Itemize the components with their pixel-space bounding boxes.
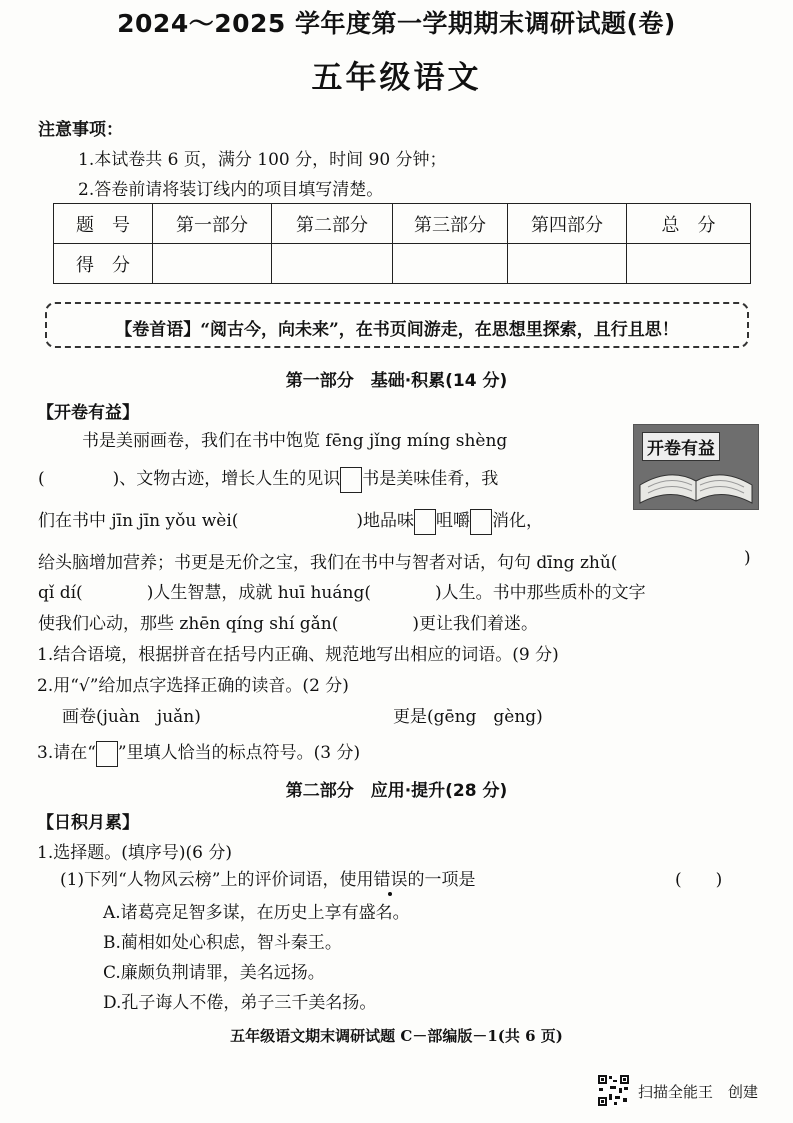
passage-line-2a: ( )、文物古迹，增长人生的见识 [38, 469, 341, 489]
punctuation-box-1[interactable] [340, 467, 362, 493]
part1-title: 第一部分 基础·积累(14 分) [285, 371, 508, 391]
qr-code-icon [597, 1074, 630, 1107]
motto-text: 【卷首语】“阅古今，向未来”，在书页间游走，在思想里探索，且行且思！ [115, 320, 679, 340]
passage-line-1: 书是美丽画卷，我们在书中饱览 fēng jǐng míng shèng [82, 431, 508, 451]
passage-line-5 [38, 578, 646, 603]
passage-line-2b: 书是美味佳肴，我 [362, 469, 499, 489]
option-b[interactable]: B.蔺相如处心积虑，智斗秦王。 [103, 933, 342, 953]
part2-title: 第二部分 应用·提升(28 分) [285, 781, 508, 801]
part2-q1-1-mark: 错误 [373, 870, 408, 890]
option-a[interactable]: A.诸葛亮足智多谋，在历史上享有盛名。 [103, 903, 410, 923]
score-input-total[interactable] [627, 244, 751, 284]
score-cell-label: 题 号 [54, 204, 153, 244]
score-input-part1[interactable] [153, 244, 272, 284]
score-table-header-row [54, 204, 751, 244]
part2-section: 【日积月累】 [37, 813, 139, 833]
passage-line-3a: 们在书中 jīn jīn yǒu wèi( [38, 511, 239, 531]
part2-q1: 1.选择题。(填序号)(6 分) [37, 843, 232, 863]
passage-line-5c: )人生。书中那些质朴的文字 [434, 583, 646, 603]
answer-paren[interactable]: ( ) [675, 870, 723, 890]
part1-q3 [37, 738, 360, 767]
passage-line-5b: )人生智慧，成就 huī huáng( [146, 583, 371, 603]
passage-line-6a: 使我们心动，那些 zhēn qíng shí gǎn( [38, 614, 339, 634]
part1-section: 【开卷有益】 [37, 403, 139, 423]
option-c[interactable]: C.廉颇负荆请罪，美名远扬。 [103, 963, 325, 983]
score-cell-part1: 第一部分 [153, 204, 272, 244]
part1-q2: 2.用“√”给加点字选择正确的读音。(2 分) [37, 676, 349, 696]
notice-item-1: 1.本试卷共 6 页，满分 100 分，时间 90 分钟； [78, 150, 447, 170]
score-row-label: 得 分 [54, 244, 153, 284]
option-d[interactable]: D.孔子诲人不倦，弟子三千美名扬。 [103, 993, 377, 1013]
part1-q3a: 3.请在“ [37, 743, 96, 763]
notice-heading: 注意事项： [38, 120, 123, 140]
passage-line-5a: qǐ dí( [38, 583, 83, 603]
score-cell-part2: 第二部分 [272, 204, 393, 244]
score-cell-part3: 第三部分 [393, 204, 508, 244]
passage-line-4-paren: ) [744, 548, 751, 568]
exam-title: 2024～2025 学年度第一学期期末调研试题(卷) [117, 9, 676, 38]
score-input-part4[interactable] [508, 244, 627, 284]
punctuation-box-2[interactable] [414, 509, 436, 535]
passage-line-6 [38, 609, 538, 634]
passage-line-2 [38, 464, 498, 493]
page-footer: 五年级语文期末调研试题 C－部编版－1(共 6 页) [230, 1027, 563, 1045]
score-table [53, 203, 751, 284]
motto-box [45, 302, 749, 348]
passage-line-3b: )地品味 [356, 511, 415, 531]
score-input-part2[interactable] [272, 244, 393, 284]
score-cell-part4: 第四部分 [508, 204, 627, 244]
passage-line-3 [38, 506, 543, 535]
subject-title: 五年级语文 [311, 60, 482, 96]
part2-q1-1a: (1)下列“人物风云榜”上的评价词语，使用 [60, 870, 374, 890]
passage-line-3d: 消化， [492, 511, 544, 531]
score-table-score-row [54, 244, 751, 284]
passage-line-4: 给头脑增加营养；书更是无价之宝，我们在书中与智者对话，句句 dīng zhǔ( [38, 553, 618, 573]
part1-q2-option-a[interactable]: 画卷(juàn juǎn) [62, 707, 201, 727]
part1-q2-option-b[interactable]: 更是(gēng gèng) [393, 707, 543, 727]
score-cell-total: 总 分 [627, 204, 751, 244]
punctuation-sample-box [96, 741, 118, 767]
notice-item-2: 2.答卷前请将装订线内的项目填写清楚。 [78, 180, 384, 200]
part1-q3b: ”里填人恰当的标点符号。(3 分) [117, 743, 361, 763]
passage-line-6b: )更让我们着迷。 [412, 614, 539, 634]
part2-q1-1 [60, 865, 475, 890]
punctuation-box-3[interactable] [470, 509, 492, 535]
book-image-label: 开卷有益 [642, 432, 720, 461]
part1-q1: 1.结合语境，根据拼音在括号内正确、规范地写出相应的词语。(9 分) [37, 645, 559, 665]
part2-q1-1b: 的一项是 [407, 870, 476, 890]
passage-line-3c: 咀嚼 [436, 511, 471, 531]
score-input-part3[interactable] [393, 244, 508, 284]
book-image [633, 424, 759, 510]
scanner-watermark: 扫描全能王 创建 [638, 1083, 759, 1101]
